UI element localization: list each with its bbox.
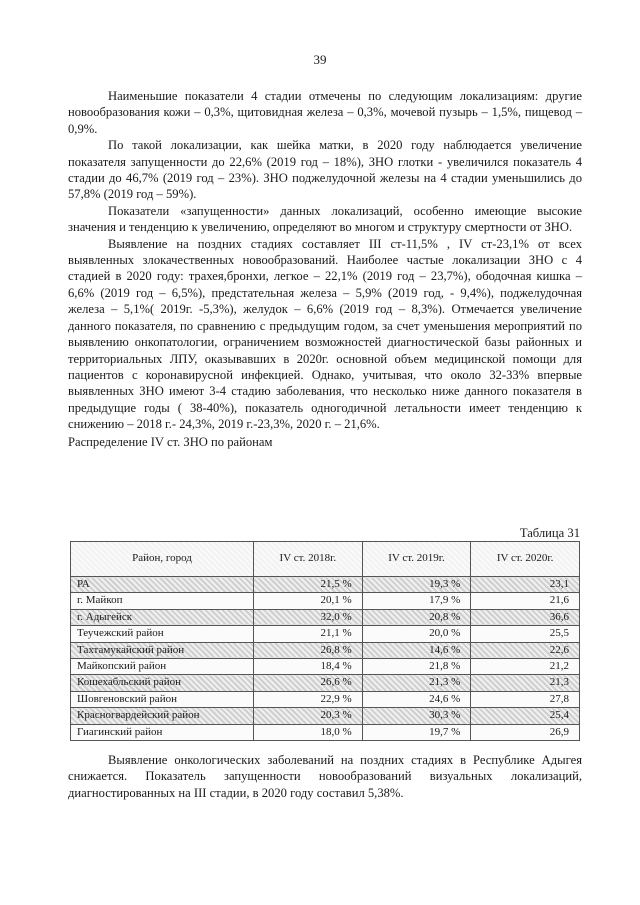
table-row — [71, 626, 580, 642]
paragraph-cervix: По такой локализации, как шейка матки, в 2020 году наблюдается увеличение показателя запущенности до 22,6% (2019 год – 18%), ЗНО глотки - увеличился показатель 4 стадии до 46,7% (2019 год – 23%). ЗНО поджелудочной железы на 4 стадии уменьшились до 57,8% (2019 год – 59%). — [68, 138, 582, 202]
value-2018-cell: 20,1 % — [254, 593, 363, 609]
value-2018-cell: 32,0 % — [254, 609, 363, 625]
table-row — [71, 577, 580, 593]
table-row — [71, 609, 580, 625]
paragraph-neglect-indicators: Показатели «запущенности» данных локализаций, особенно имеющие высокие значения и тенденцию к увеличению, определяют во многом и структуру смертности от ЗНО. — [68, 203, 582, 235]
paragraph-late-stage-detection: Выявление на поздних стадиях составляет III ст-11,5% , IV ст-23,1% от всех выявленных злокачественных новообразований. Наиболее частые локализации ЗНО с 4 стадией в 2020 году: трахея,бронхи, легкое – 22,1% (2019 год – 23,7%), ободочная кишка – 6,6% (2019 год – 6,5%), предстательная железа – 5,9% (2019 год, - 9,4%), поджелудочная железа – 5,1%( 2019г. -5,3%), желудок – 6,6% (2019 год – 8,3%). Отмечается увеличение данного показателя, по сравнению с предыдущим годом, за счет уменьшения мероприятий по выявлению онкопатологии, ограничением возможностей диагностической базы районных и территориальных ЛПУ, оказывавших в 2020г. основной объем медицинской помощи для пациентов с коронавирусной инфекцией. Однако, учитывая, что около 32-33% впервые выявленных ЗНО имеют 3-4 стадию заболевания, что несколько ниже данного показателя в предыдущие годы ( 38-40%), показатель одногодичной летальности имеет тенденцию к снижению – 2018 г.- 24,3%, 2019 г.-23,3%, 2020 г. – 21,6%. — [68, 236, 582, 432]
district-cell: г. Майкоп — [71, 593, 254, 609]
paragraph-closing: Выявление онкологических заболеваний на поздних стадиях в Республике Адыгея снижается. Показатель запущенности новообразований визуальных локализаций, диагностированных на III стадии, в 2020 году составил 5,38%. — [68, 753, 582, 800]
table-row — [71, 691, 580, 707]
value-2020-cell: 23,1 — [471, 577, 580, 593]
value-2019-cell: 20,8 % — [362, 609, 471, 625]
district-cell: Майкопский район — [71, 659, 254, 675]
header-2020: IV ст. 2020г. — [471, 542, 580, 577]
value-2020-cell: 25,4 — [471, 708, 580, 724]
value-2019-cell: 24,6 % — [362, 691, 471, 707]
table-row — [71, 675, 580, 691]
header-2019: IV ст. 2019г. — [362, 542, 471, 577]
district-cell: Тахтамукайский район — [71, 642, 254, 658]
value-2018-cell: 21,5 % — [254, 577, 363, 593]
district-cell: Гиагинский район — [71, 724, 254, 740]
district-cell: Шовгеновский район — [71, 691, 254, 707]
value-2019-cell: 30,3 % — [362, 708, 471, 724]
value-2018-cell: 26,6 % — [254, 675, 363, 691]
value-2018-cell: 22,9 % — [254, 691, 363, 707]
value-2020-cell: 26,9 — [471, 724, 580, 740]
table-caption: Распределение IV ст. ЗНО по районам — [68, 434, 273, 449]
district-cell: Красногвардейский район — [71, 708, 254, 724]
closing-text — [68, 752, 582, 801]
district-cell: г. Адыгейск — [71, 609, 254, 625]
value-2019-cell: 19,3 % — [362, 577, 471, 593]
table-row — [71, 593, 580, 609]
district-cell: Теучежский район — [71, 626, 254, 642]
district-cell: РА — [71, 577, 254, 593]
value-2020-cell: 21,2 — [471, 659, 580, 675]
value-2020-cell: 21,6 — [471, 593, 580, 609]
value-2019-cell: 21,3 % — [362, 675, 471, 691]
value-2020-cell: 22,6 — [471, 642, 580, 658]
value-2019-cell: 19,7 % — [362, 724, 471, 740]
value-2020-cell: 27,8 — [471, 691, 580, 707]
header-2018: IV ст. 2018г. — [254, 542, 363, 577]
body-text — [68, 88, 582, 450]
table-row — [71, 642, 580, 658]
value-2020-cell: 36,6 — [471, 609, 580, 625]
value-2018-cell: 18,0 % — [254, 724, 363, 740]
district-cell: Кошехабльский район — [71, 675, 254, 691]
value-2020-cell: 25,5 — [471, 626, 580, 642]
value-2018-cell: 26,8 % — [254, 642, 363, 658]
value-2018-cell: 20,3 % — [254, 708, 363, 724]
page-number: 39 — [313, 52, 327, 67]
table-header-row — [71, 542, 580, 577]
value-2019-cell: 14,6 % — [362, 642, 471, 658]
value-2019-cell: 17,9 % — [362, 593, 471, 609]
table-row — [71, 659, 580, 675]
value-2020-cell: 21,3 — [471, 675, 580, 691]
value-2019-cell: 20,0 % — [362, 626, 471, 642]
value-2019-cell: 21,8 % — [362, 659, 471, 675]
table-row — [71, 724, 580, 740]
district-distribution-table — [70, 541, 580, 741]
header-district: Район, город — [71, 542, 254, 577]
table-row — [71, 708, 580, 724]
paragraph-stage4-lowest: Наименьшие показатели 4 стадии отмечены по следующим локализациям: другие новообразования кожи – 0,3%, щитовидная железа – 0,3%, мочевой пузырь – 1,5%, пищевод – 0,9%. — [68, 89, 582, 136]
table-label: Таблица 31 — [519, 526, 580, 540]
value-2018-cell: 21,1 % — [254, 626, 363, 642]
value-2018-cell: 18,4 % — [254, 659, 363, 675]
